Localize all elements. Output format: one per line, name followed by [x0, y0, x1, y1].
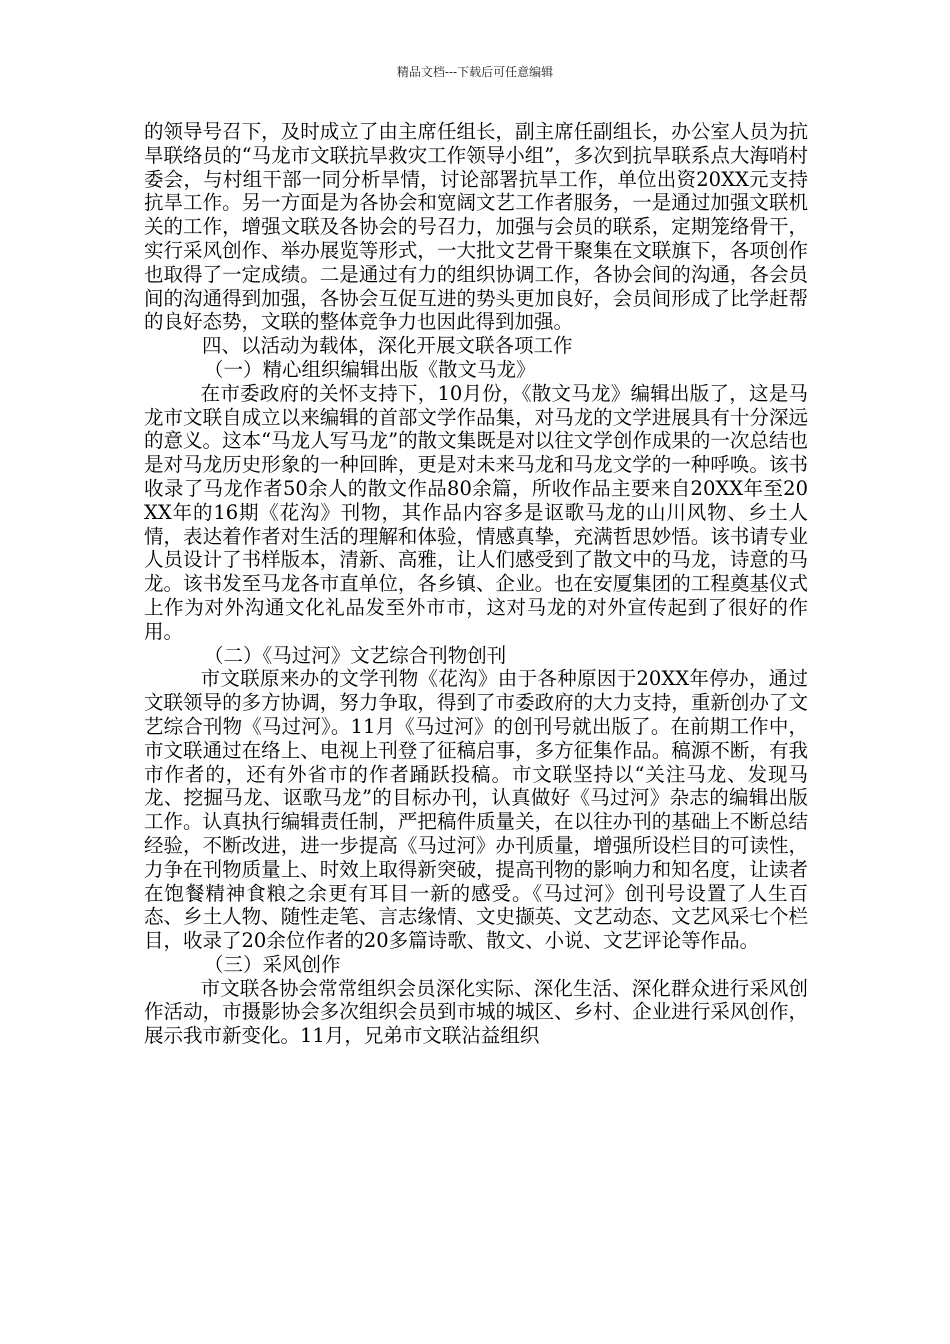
- subheading-field-creation: （三）采风创作: [204, 952, 341, 976]
- paragraph-field-creation: 市文联各协会常常组织会员深化实际、深化生活、深化群众进行采风创作活动，市摄影协会多次组织会员到市城的城区、乡村、企业进行采风创作，展示我市新变化。11月，兄弟市文联沾益组织: [144, 976, 808, 1048]
- page-header: 精品文档---下载后可任意编辑: [396, 65, 554, 79]
- paragraph-maguohe-journal: 市文联原来办的文学刊物《花沟》由于各种原因于20XX年停办，通过文联领导的多方协调，努力争取，得到了市委政府的大力支持，重新创办了文艺综合刊物《马过河》。11月《马过河》的创刊号就出版了。在前期工作中，市文联通过在络上、电视上刊登了征稿启事，多方征集作品。稿源不断，有我市作者的，还有外省市的作者踊跃投稿。市文联坚持以“关注马龙、发现马龙、挖掘马龙、讴歌马龙”的目标办刊，认真做好《马过河》杂志的编辑出版工作。认真执行编辑责任制，严把稿件质量关，在以往办刊的基础上不断总结经验，不断改进，进一步提高《马过河》办刊质量，增强所设栏目的可读性，力争在刊物质量上、时效上取得新突破，提高刊物的影响力和知名度，让读者在饱餐精神食粮之余更有耳目一新的感受。《马过河》创刊号设置了人生百态、乡土人物、随性走笔、言志缘情、文史撷英、文艺动态、文艺风采七个栏目，收录了20余位作者的20多篇诗歌、散文、小说、文艺评论等作品。: [144, 667, 808, 953]
- document-body: [144, 120, 808, 1048]
- paragraph-drought-relief: 的领导号召下，及时成立了由主席任组长，副主席任副组长，办公室人员为抗旱联络员的“马龙市文联抗旱救灾工作领导小组”，多次到抗旱联系点大海哨村委会，与村组干部一同分析旱情，讨论部署抗旱工作，单位出资20XX元支持抗旱工作。另一方面是为各协会和宽阔文艺工作者服务，一是通过加强文联机关的工作，增强文联及各协会的号召力，加强与会员的联系，定期笼络骨干，实行采风创作、举办展览等形式，一大批文艺骨干聚集在文联旗下，各项创作也取得了一定成绩。二是通过有力的组织协调工作，各协会间的沟通，各会员间的沟通得到加强，各协会互促互进的势头更加良好，会员间形成了比学赶帮的良好态势，文联的整体竞争力也因此得到加强。: [144, 120, 808, 334]
- subheading-prose-malong: （一）精心组织编辑出版《散文马龙》: [204, 357, 536, 381]
- section-heading-activities: 四、以活动为载体，深化开展文联各项工作: [202, 334, 573, 358]
- subheading-maguohe-journal: （二）《马过河》文艺综合刊物创刊: [204, 643, 507, 667]
- paragraph-prose-malong: 在市委政府的关怀支持下，10月份，《散文马龙》编辑出版了，这是马龙市文联自成立以来编辑的首部文学作品集，对马龙的文学进展具有十分深远的意义。这本“马龙人写马龙”的散文集既是对以往文学创作成果的一次总结也是对马龙历史形象的一种回眸，更是对未来马龙和马龙文学的一种呼唤。该书收录了马龙作者50余人的散文作品80余篇，所收作品主要来自20XX年至20XX年的16期《花沟》刊物，其作品内容多是讴歌马龙的山川风物、乡土人情，表达着作者对生活的理解和体验，情感真挚，充满哲思妙悟。该书请专业人员设计了书样版本，清新、高雅，让人们感受到了散文中的马龙，诗意的马龙。该书发至马龙各市直单位，各乡镇、企业。也在安厦集团的工程奠基仪式上作为对外沟通文化礼品发至外市市，这对马龙的对外宣传起到了很好的作用。: [144, 381, 808, 643]
